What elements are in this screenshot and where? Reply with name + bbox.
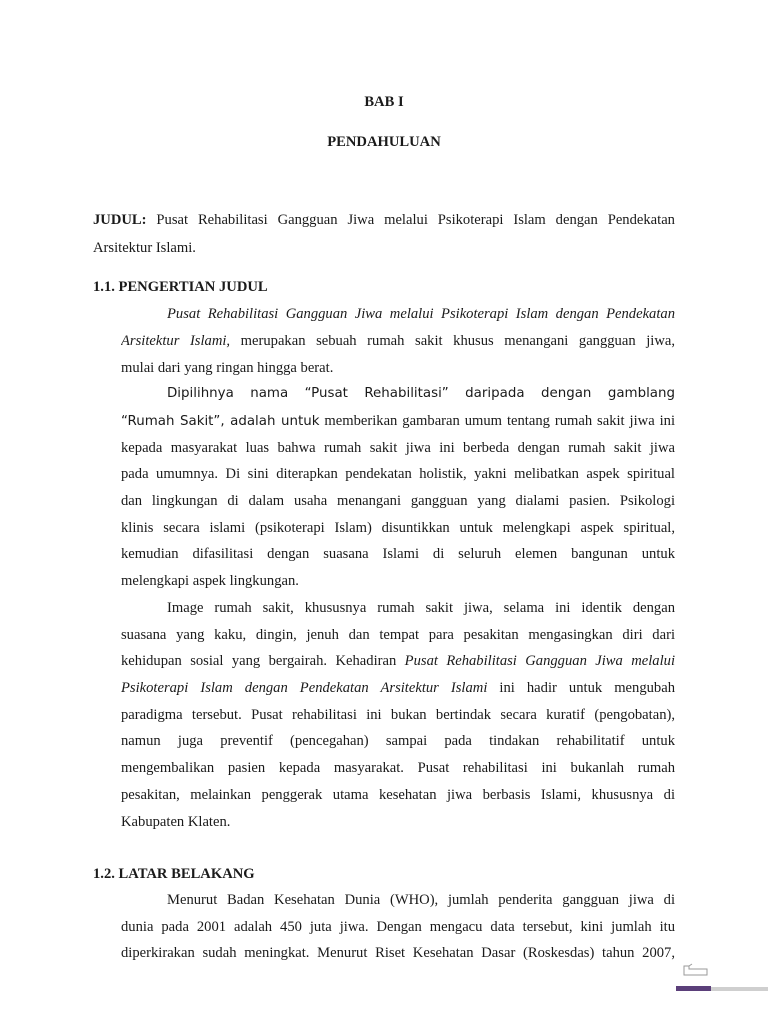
paragraph-line: kepada masyarakat luas bahwa rumah sakit jiwa ini berbeda dengan rumah sakit jiwa bbox=[121, 440, 675, 456]
paragraph-line bbox=[121, 679, 675, 697]
paragraph-line: klinis secara islami (psikoterapi Islam) disuntikkan untuk melengkapi aspek spiritual, bbox=[121, 520, 675, 536]
section-heading-latar-belakang: 1.2. LATAR BELAKANG bbox=[93, 866, 255, 882]
chapter-number: BAB I bbox=[364, 94, 404, 110]
paragraph-line: dan lingkungan di dalam usaha menangani gangguan yang dialami pasien. Psikologi bbox=[121, 493, 675, 509]
paragraph-line: Menurut Badan Kesehatan Dunia (WHO), jumlah penderita gangguan jiwa di bbox=[167, 892, 675, 908]
sans-text: “Rumah Sakit”, adalah untuk bbox=[121, 414, 320, 429]
chapter-title: PENDAHULUAN bbox=[327, 134, 441, 150]
paragraph-line: diperkirakan sudah meningkat. Menurut Riset Kesehatan Dasar (Roskesdas) tahun 2007, bbox=[121, 945, 675, 961]
italic-text: Pusat Rehabilitasi Gangguan Jiwa melalui bbox=[404, 653, 675, 669]
plain-text: merupakan sebuah rumah sakit khusus menangani gangguan jiwa, bbox=[230, 333, 675, 349]
paragraph-line: mengembalikan pasien kepada masyarakat. Pusat rehabilitasi ini bukanlah rumah bbox=[121, 760, 675, 776]
paragraph-line: kemudian difasilitasi dengan suasana Islami di seluruh elemen bangunan untuk bbox=[121, 546, 675, 562]
paragraph-line: suasana yang kaku, dingin, jenuh dan tempat para pesakitan mengasingkan diri dari bbox=[121, 627, 675, 643]
page-corner-icon bbox=[683, 963, 709, 977]
judul-label: JUDUL: bbox=[93, 212, 147, 228]
plain-text: ini hadir untuk mengubah bbox=[487, 680, 675, 696]
paragraph-line: mulai dari yang ringan hingga berat. bbox=[121, 360, 334, 376]
paragraph-line bbox=[121, 412, 675, 430]
paragraph-line: dunia pada 2001 adalah 450 juta jiwa. Dengan mengacu data tersebut, kini jumlah itu bbox=[121, 919, 675, 935]
plain-text: kehidupan sosial yang bergairah. Kehadiran bbox=[121, 653, 405, 669]
paragraph-line: paradigma tersebut. Pusat rehabilitasi ini bukan bertindak secara kuratif (pengobatan), bbox=[121, 707, 675, 723]
paragraph-line: Pusat Rehabilitasi Gangguan Jiwa melalui Psikoterapi Islam dengan Pendekatan bbox=[167, 306, 675, 322]
italic-text: Arsitektur Islami, bbox=[121, 333, 231, 349]
plain-text: memberikan gambaran umum tentang rumah sakit jiwa ini bbox=[319, 413, 675, 429]
paragraph-line bbox=[121, 652, 675, 670]
judul-line-2: Arsitektur Islami. bbox=[93, 240, 196, 256]
paragraph-line bbox=[121, 332, 675, 350]
footer-accent-bar bbox=[676, 986, 711, 991]
paragraph-line: namun juga preventif (pencegahan) sampai pada tindakan rehabilitatif untuk bbox=[121, 733, 675, 749]
judul-text: Pusat Rehabilitasi Gangguan Jiwa melalui Psikoterapi Islam dengan Pendekatan bbox=[156, 212, 675, 228]
paragraph-line: melengkapi aspek lingkungan. bbox=[121, 573, 299, 589]
judul-line-1 bbox=[93, 211, 675, 229]
paragraph-line: pesakitan, melainkan penggerak utama kesehatan jiwa berbasis Islami, khususnya di bbox=[121, 787, 675, 803]
paragraph-line: Image rumah sakit, khususnya rumah sakit jiwa, selama ini identik dengan bbox=[167, 600, 675, 616]
paragraph-line: Kabupaten Klaten. bbox=[121, 814, 231, 830]
paragraph-line: Dipilihnya nama “Pusat Rehabilitasi” daripada dengan gamblang bbox=[167, 386, 675, 401]
paragraph-line: pada umumnya. Di sini diterapkan pendekatan holistik, yakni melibatkan aspek spiritual bbox=[121, 466, 675, 482]
italic-text: Psikoterapi Islam dengan Pendekatan Arsitektur Islami bbox=[121, 680, 488, 696]
section-heading-pengertian: 1.1. PENGERTIAN JUDUL bbox=[93, 279, 268, 295]
